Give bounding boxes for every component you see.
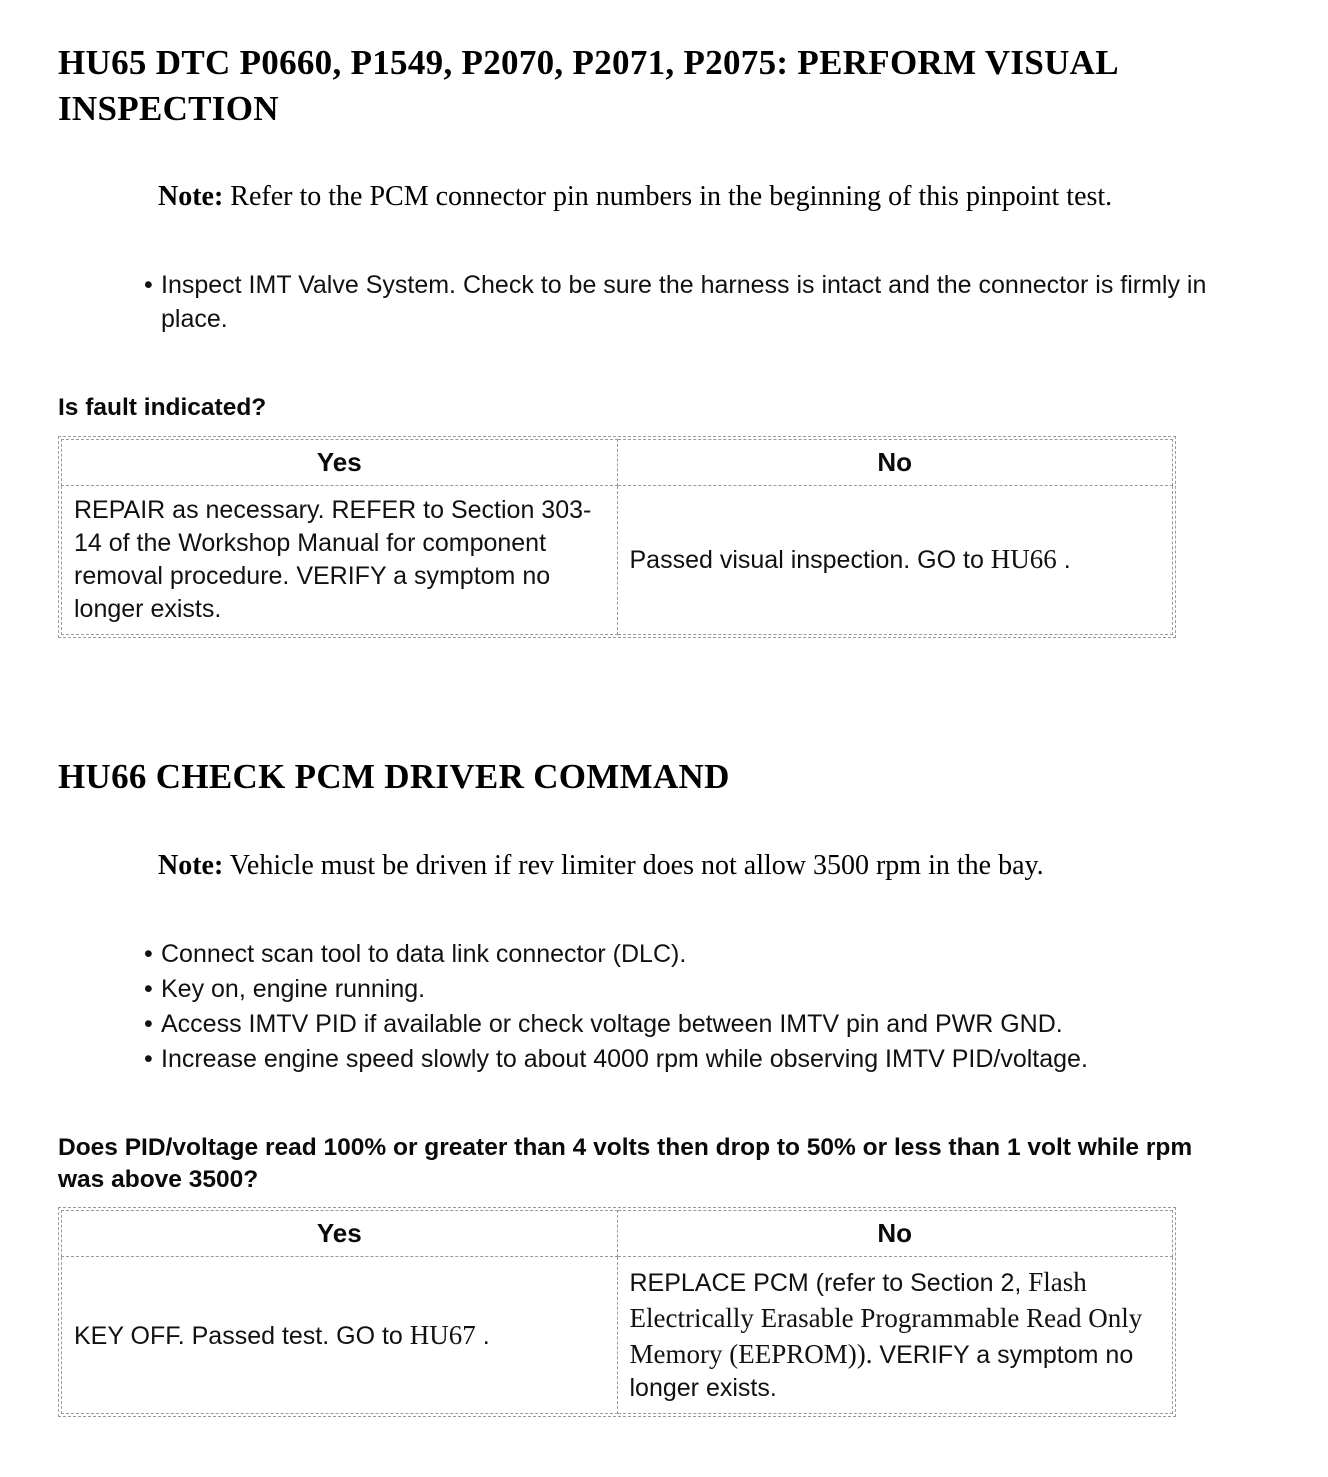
note-label: Note: [158, 181, 224, 212]
no-action-text-tail: . [1056, 546, 1071, 575]
yes-action-text-tail: . [475, 1321, 490, 1350]
yes-action-cell [62, 486, 618, 635]
yes-action-text: REPAIR as necessary. REFER to Section 303-14 of the Workshop Manual for component removal procedure. VERIFY a symptom no longer exists. [74, 496, 592, 624]
list-item: • Key on, engine running. [144, 972, 1229, 1006]
list-item: • Increase engine speed slowly to about 4000 rpm while observing IMTV PID/voltage. [144, 1042, 1229, 1076]
yes-action-text: KEY OFF. Passed test. GO to [74, 1321, 410, 1350]
bullet-list [144, 268, 1229, 336]
section-heading-hu66: HU66 CHECK PCM DRIVER COMMAND [58, 757, 730, 797]
step-reference: HU66 [990, 544, 1057, 575]
note-label: Note: [158, 849, 224, 881]
bullet-list [144, 937, 1229, 1076]
decision-table [58, 436, 1176, 638]
note-text: Vehicle must be driven if rev limiter does not allow 3500 rpm in the bay. [229, 849, 1044, 881]
note-block [158, 177, 1210, 216]
note-block [158, 846, 1210, 885]
table-header-no: No [617, 1211, 1173, 1257]
list-item: • Inspect IMT Valve System. Check to be sure the harness is intact and the connector is firmly in place. [144, 268, 1229, 336]
table-header-yes: Yes [62, 1211, 618, 1257]
decision-question: Is fault indicated? [58, 394, 267, 422]
no-action-cell [617, 486, 1173, 635]
no-action-cell [617, 1257, 1173, 1414]
list-item: • Connect scan tool to data link connector (DLC). [144, 937, 1229, 971]
table-row [62, 486, 1173, 635]
decision-question: Does PID/voltage read 100% or greater than 4 volts then drop to 50% or less than 1 volt while rpm was above 3500? [58, 1133, 1193, 1193]
no-action-text-tail: VERIFY a symptom no longer exists. [629, 1340, 1134, 1403]
table-header-yes: Yes [62, 440, 618, 486]
note-text: Refer to the PCM connector pin numbers in the beginning of this pinpoint test. [230, 181, 1113, 212]
list-item: • Access IMTV PID if available or check voltage between IMTV pin and PWR GND. [144, 1007, 1229, 1041]
no-action-text: REPLACE PCM (refer to Section 2, [629, 1269, 1029, 1298]
step-reference: HU67 [409, 1319, 476, 1350]
decision-table [58, 1207, 1176, 1417]
pinpoint-test-section-hu66 [58, 754, 1270, 1417]
no-action-text: Passed visual inspection. GO to [629, 546, 991, 575]
table-row [62, 1257, 1173, 1414]
yes-action-cell [62, 1257, 618, 1414]
section-heading-hu65: HU65 DTC P0660, P1549, P2070, P2071, P2075: PERFORM VISUAL INSPECTION [58, 43, 1117, 128]
pinpoint-test-section-hu65 [58, 40, 1270, 638]
eeprom-reference: Flash Electrically Erasable Programmable Read Only Memory (EEPROM)). [629, 1267, 1143, 1369]
table-header-no: No [617, 440, 1173, 486]
